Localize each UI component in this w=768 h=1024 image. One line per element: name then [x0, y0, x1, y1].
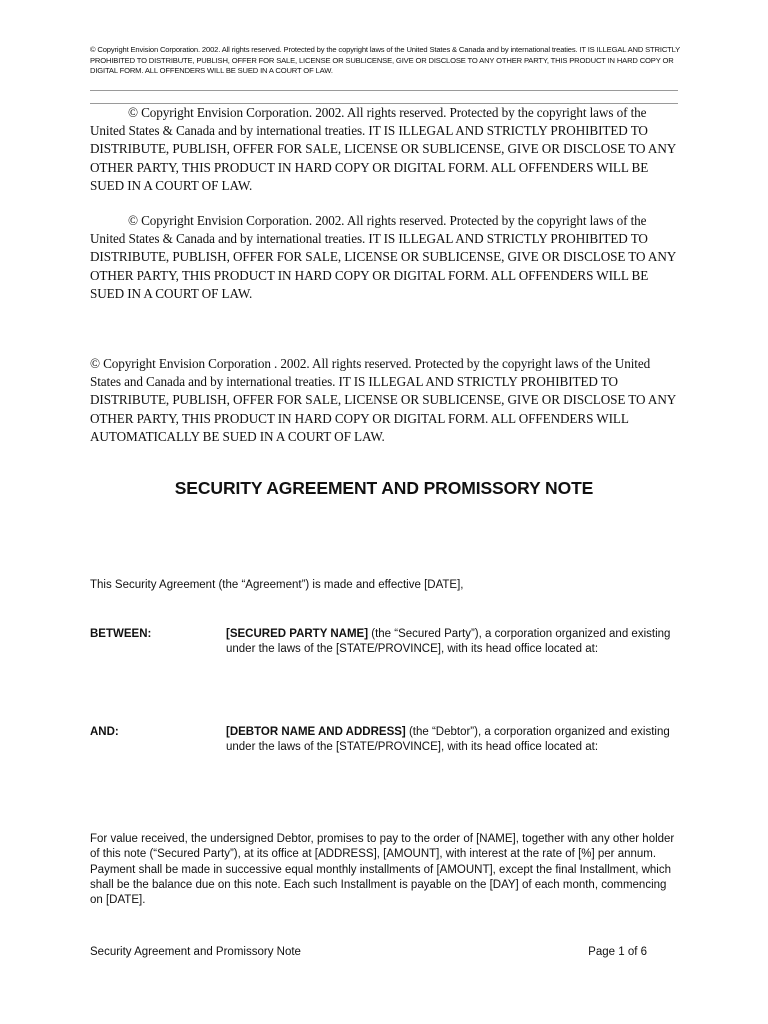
- footer-page-number: Page 1 of 6: [588, 946, 647, 958]
- copyright-paragraph-2: © Copyright Envision Corporation. 2002. All rights reserved. Protected by the copyright laws of the United States & Canada and by international treaties. IT IS ILLEGAL AND STRICTLY PROHIBITED TO DISTRIBUTE, PUBLISH, OFFER FOR SALE, LICENSE OR SUBLICENSE, GIVE OR DISCLOSE TO ANY OTHER PARTY, THIS PRODUCT IN HARD COPY OR DIGITAL FORM. ALL OFFENDERS WILL BE SUED IN A COURT OF LAW.: [90, 213, 676, 301]
- copyright-paragraph-3: © Copyright Envision Corporation . 2002. All rights reserved. Protected by the copyright laws of the United States and Canada and by international treaties. IT IS ILLEGAL AND STRICTLY PROHIBITED TO DISTRIBUTE, PUBLISH, OFFER FOR SALE, LICENSE OR SUBLICENSE, GIVE OR DISCLOSE TO ANY OTHER PARTY, THIS PRODUCT IN HARD COPY OR DIGITAL FORM. ALL OFFENDERS WILL AUTOMATICALLY BE SUED IN A COURT OF LAW.: [90, 356, 676, 444]
- between-party-text: [226, 627, 674, 658]
- header-rule-top: [90, 90, 678, 91]
- intro-paragraph: This Security Agreement (the “Agreement”) is made and effective [DATE],: [90, 579, 464, 591]
- promise-paragraph: For value received, the undersigned Debtor, promises to pay to the order of [NAME], together with any other holder of this note (“Secured Party”), at its office at [ADDRESS], [AMOUNT], with interest at the rate of [%] per annum. Payment shall be made in successive equal monthly installments of [AMOUNT], except the final Installment, which shall be the balance due on this note. Each such Installment is payable on the [DAY] of each month, commencing on [DATE].: [90, 833, 675, 907]
- and-party-text: [226, 725, 674, 756]
- between-label: BETWEEN:: [90, 628, 152, 640]
- and-label: AND:: [90, 726, 119, 738]
- secured-party-name: [SECURED PARTY NAME]: [226, 628, 369, 640]
- secured-party-description: (the “Secured Party”), a corporation organized and existing under the laws of the [STATE/PROVINCE], with its head office located at:: [226, 628, 671, 656]
- header-copyright-notice: © Copyright Envision Corporation. 2002. All rights reserved. Protected by the copyright laws of the United States & Canada and by international treaties. IT IS ILLEGAL AND STRICTLY PROHIBITED TO DISTRIBUTE, PUBLISH, OFFER FOR SALE, LICENSE OR SUBLICENSE, GIVE OR DISCLOSE TO ANY OTHER PARTY, THIS PRODUCT IN HARD COPY OR DIGITAL FORM. ALL OFFENDERS WILL BE SUED IN A COURT OF LAW.: [90, 45, 680, 76]
- document-title: SECURITY AGREEMENT AND PROMISSORY NOTE: [174, 478, 594, 498]
- footer-document-name: Security Agreement and Promissory Note: [90, 946, 301, 958]
- debtor-description: (the “Debtor”), a corporation organized and existing under the laws of the [STATE/PROVINCE], with its head office located at:: [226, 726, 670, 754]
- debtor-name: [DEBTOR NAME AND ADDRESS]: [226, 726, 406, 738]
- copyright-paragraph-1: © Copyright Envision Corporation. 2002. All rights reserved. Protected by the copyright laws of the United States & Canada and by international treaties. IT IS ILLEGAL AND STRICTLY PROHIBITED TO DISTRIBUTE, PUBLISH, OFFER FOR SALE, LICENSE OR SUBLICENSE, GIVE OR DISCLOSE TO ANY OTHER PARTY, THIS PRODUCT IN HARD COPY OR DIGITAL FORM. ALL OFFENDERS WILL BE SUED IN A COURT OF LAW.: [90, 105, 676, 193]
